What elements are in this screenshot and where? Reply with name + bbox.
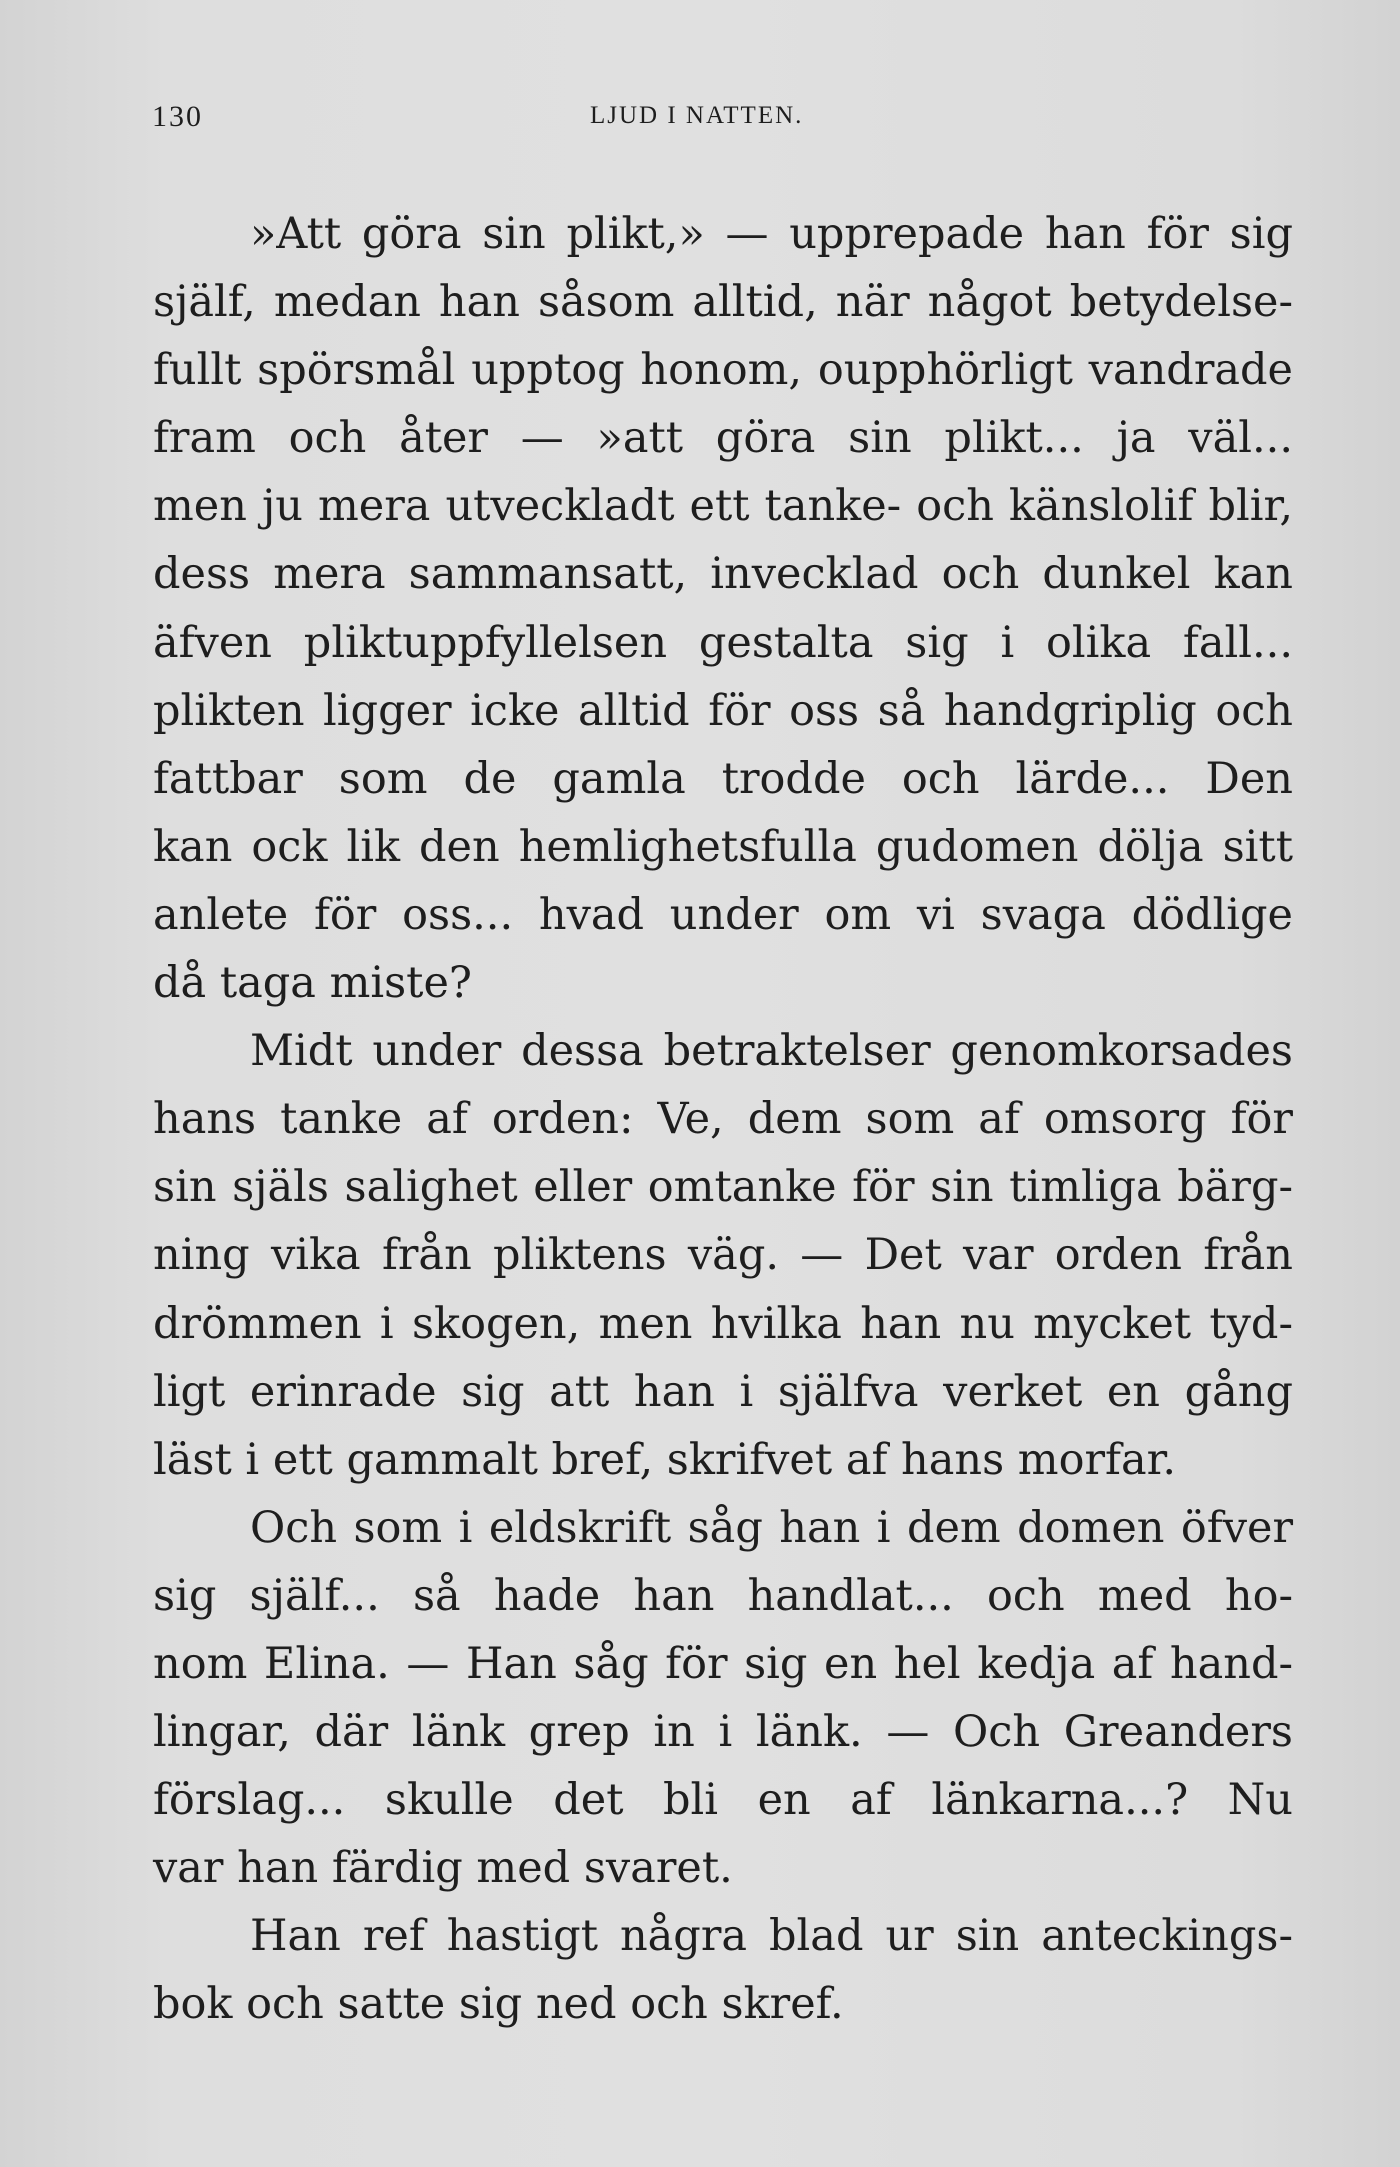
- text-line: ning vika från pliktens väg. — Det var orden från: [153, 1230, 1293, 1281]
- text-line: äfven pliktuppfyllelsen gestalta sig i olika fall...: [153, 617, 1293, 668]
- text-line: anlete för oss... hvad under om vi svaga dödlige: [153, 889, 1293, 940]
- text-line: nom Elina. — Han såg för sig en hel kedja af hand-: [153, 1638, 1293, 1689]
- text-line: fattbar som de gamla trodde och lärde... Den: [153, 753, 1293, 804]
- paragraph: [153, 1494, 1293, 1903]
- text-line: Han ref hastigt några blad ur sin anteckings-: [250, 1911, 1293, 1962]
- text-line: då taga miste?: [153, 958, 472, 1009]
- text-line: »Att göra sin plikt,» — upprepade han för sig: [250, 209, 1293, 259]
- paragraph: [153, 1902, 1293, 2038]
- text-line: ligt erinrade sig att han i själfva verket en gång: [153, 1366, 1293, 1417]
- paragraph: [153, 200, 1293, 1017]
- page-number: 130: [152, 100, 203, 133]
- text-line: fullt spörsmål upptog honom, oupphörligt vandrade: [153, 345, 1293, 396]
- text-line: plikten ligger icke alltid för oss så handgriplig och: [153, 685, 1293, 736]
- text-line: dess mera sammansatt, invecklad och dunkel kan: [153, 549, 1293, 600]
- text-line: Midt under dessa betraktelser genomkorsades: [250, 1026, 1293, 1077]
- text-line: bok och satte sig ned och skref.: [153, 1979, 844, 2030]
- text-line: Och som i eldskrift såg han i dem domen öfver: [250, 1502, 1293, 1553]
- text-line: var han färdig med svaret.: [153, 1843, 733, 1894]
- text-line: förslag... skulle det bli en af länkarna...? Nu: [153, 1775, 1293, 1826]
- text-line: sin själs salighet eller omtanke för sin timliga bärg-: [153, 1162, 1293, 1213]
- text-line: läst i ett gammalt bref, skrifvet af hans morfar.: [153, 1434, 1177, 1485]
- text-line: men ju mera utveckladt ett tanke- och känslolif blir,: [153, 481, 1293, 532]
- body-text: [153, 200, 1293, 2039]
- text-line: drömmen i skogen, men hvilka han nu mycket tyd-: [153, 1298, 1293, 1349]
- text-line: sig själf... så hade han handlat... och med ho-: [153, 1570, 1293, 1621]
- running-head: [152, 100, 1292, 148]
- text-line: kan ock lik den hemlighetsfulla gudomen dölja sitt: [153, 821, 1293, 872]
- text-line: fram och åter — »att göra sin plikt... ja väl...: [153, 413, 1293, 464]
- text-line: hans tanke af orden: Ve, dem som af omsorg för: [153, 1094, 1293, 1145]
- paragraph: [153, 1017, 1293, 1494]
- running-title: LJUD I NATTEN.: [590, 102, 804, 129]
- text-line: själf, medan han såsom alltid, när något betydelse-: [153, 277, 1293, 328]
- text-line: lingar, där länk grep in i länk. — Och Greanders: [153, 1707, 1293, 1758]
